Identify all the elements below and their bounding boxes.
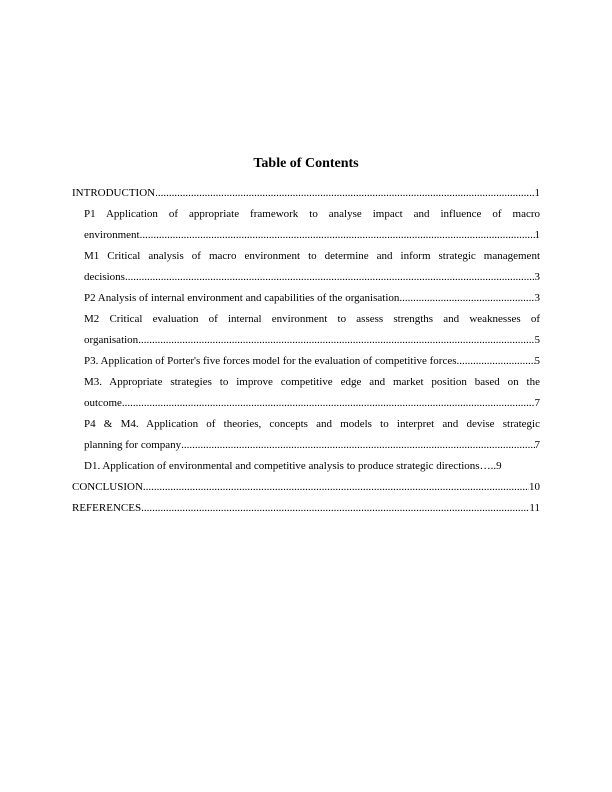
toc-entry-label: D1. Application of environmental and competitive analysis to produce strategic directions xyxy=(84,460,480,472)
toc-dot-leader: ….. xyxy=(479,460,497,472)
toc-entry-label: REFERENCES xyxy=(72,502,142,514)
toc-dot-leader xyxy=(143,477,529,498)
toc-dot-leader xyxy=(181,435,534,456)
toc-entry-line xyxy=(84,435,540,456)
toc-entry-text-line: M1 Critical analysis of macro environment to determine and inform strategic management xyxy=(84,250,540,262)
toc-entry-line xyxy=(84,393,540,414)
toc-entry[interactable] xyxy=(72,204,540,246)
toc-page-number: 3 xyxy=(534,292,540,304)
toc-entry-text-line: P1 Application of appropriate framework to analyse impact and influence of macro xyxy=(84,208,540,220)
toc-entry-label: outcome xyxy=(84,397,122,409)
toc-entry-text-line: M2 Critical evaluation of internal environment to assess strengths and weaknesses of xyxy=(84,313,540,325)
toc-entry[interactable] xyxy=(72,288,540,309)
toc-page-number: 10 xyxy=(529,481,540,493)
toc-entry-line xyxy=(72,498,540,519)
toc-page-number: 11 xyxy=(529,502,540,514)
toc-entry-line xyxy=(72,183,540,204)
toc-dot-leader xyxy=(399,288,534,309)
toc-entry-line xyxy=(84,225,540,246)
toc-entry[interactable] xyxy=(72,246,540,288)
toc-dot-leader xyxy=(155,183,534,204)
toc-entry-label: CONCLUSION xyxy=(72,481,143,493)
toc-entry-line xyxy=(84,288,540,309)
toc-entry-label: environment xyxy=(84,229,140,241)
toc-entry-label: decisions xyxy=(84,271,125,283)
toc-entry-label: planning for company xyxy=(84,439,182,451)
toc-dot-leader xyxy=(141,498,529,519)
toc-entry-line xyxy=(84,351,540,372)
toc-page-number: 1 xyxy=(534,229,540,241)
toc-entry-label: P2 Analysis of internal environment and capabilities of the organisation xyxy=(84,292,400,304)
toc-entry[interactable] xyxy=(72,372,540,414)
toc-page-number: 9 xyxy=(496,460,502,472)
toc-entry[interactable] xyxy=(72,477,540,498)
toc-dot-leader xyxy=(457,351,535,372)
toc-entry-line xyxy=(84,456,540,477)
toc-page-number: 7 xyxy=(534,439,540,451)
toc-dot-leader xyxy=(125,267,535,288)
toc-dot-leader xyxy=(140,225,535,246)
toc-entry-label: INTRODUCTION xyxy=(72,187,156,199)
toc-page-number: 5 xyxy=(534,334,540,346)
toc-entry[interactable] xyxy=(72,498,540,519)
toc-entry-text-line: M3. Appropriate strategies to improve competitive edge and market position based on the xyxy=(84,376,540,388)
toc-page-number: 1 xyxy=(534,187,540,199)
toc-page-number: 7 xyxy=(534,397,540,409)
toc-page-number: 5 xyxy=(534,355,540,367)
toc-dot-leader xyxy=(122,393,535,414)
toc-entry[interactable] xyxy=(72,309,540,351)
toc-entry-line xyxy=(72,477,540,498)
toc-entry-line xyxy=(84,330,540,351)
toc-entry[interactable] xyxy=(72,414,540,456)
toc-dot-leader xyxy=(138,330,534,351)
toc-entry[interactable] xyxy=(72,456,540,477)
toc-entry-text-line: P4 & M4. Application of theories, concepts and models to interpret and devise strategic xyxy=(84,418,540,430)
toc-entry-line xyxy=(84,267,540,288)
toc-entry-label: P3. Application of Porter's five forces model for the evaluation of competitive forces xyxy=(84,355,457,367)
toc-entry[interactable] xyxy=(72,351,540,372)
toc-page-number: 3 xyxy=(534,271,540,283)
toc-title: Table of Contents xyxy=(253,156,359,171)
table-of-contents xyxy=(72,183,540,519)
toc-entry-label: organisation xyxy=(84,334,139,346)
toc-entry[interactable] xyxy=(72,183,540,204)
